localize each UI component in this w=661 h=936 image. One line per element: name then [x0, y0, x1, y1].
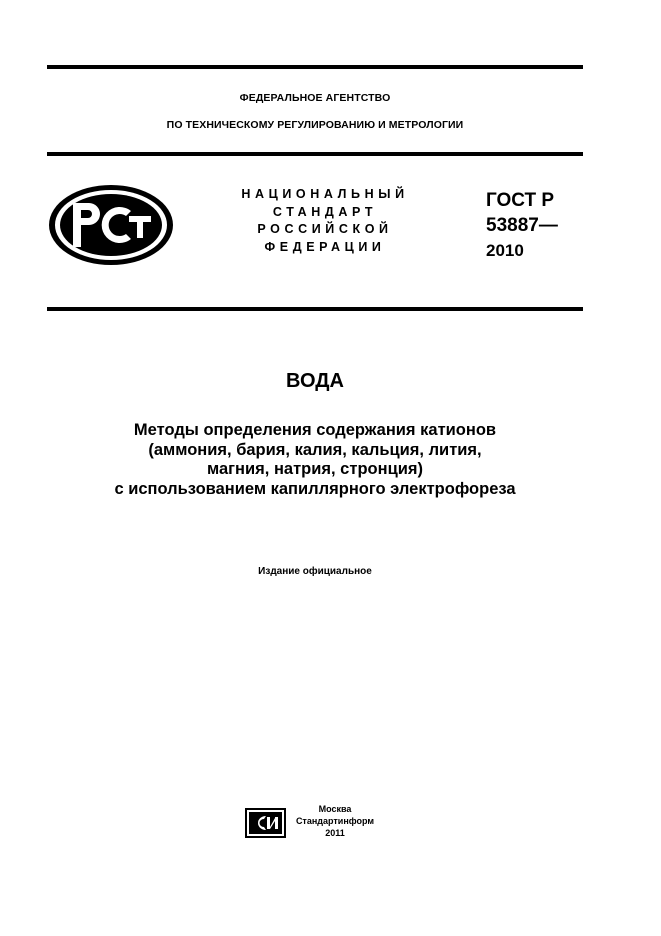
standard-type-line: ФЕДЕРАЦИИ	[264, 239, 386, 254]
agency-name-line-1: ФЕДЕРАЛЬНОЕ АГЕНТСТВО	[239, 92, 391, 104]
document-title: ВОДА	[286, 370, 344, 392]
standard-type-line: СТАНДАРТ	[272, 204, 378, 219]
gost-code-number: 53887—	[486, 215, 558, 236]
publisher-name: Стандартинформ	[295, 816, 375, 826]
standard-type-line: РОССИЙСКОЙ	[257, 222, 393, 236]
gost-code-year: 2010	[486, 241, 524, 260]
section-divider	[47, 307, 583, 311]
publication-year: 2011	[325, 828, 345, 838]
subtitle-line: (аммония, бария, калия, кальция, лития,	[148, 440, 482, 459]
publisher-info	[290, 803, 380, 839]
agency-name-line-2: ПО ТЕХНИЧЕСКОМУ РЕГУЛИРОВАНИЮ И МЕТРОЛОГИИ	[166, 119, 464, 131]
gost-code-prefix: ГОСТ Р	[486, 190, 555, 211]
edition-label: Издание официальное	[258, 566, 372, 577]
standard-type-line: НАЦИОНАЛЬНЫЙ	[241, 187, 409, 201]
top-divider	[47, 65, 583, 69]
standard-type	[225, 186, 425, 256]
header-divider	[47, 152, 583, 156]
gost-r-certification-mark-icon	[47, 183, 175, 267]
standartinform-logo-icon	[245, 808, 286, 838]
subtitle-line: с использованием капиллярного электрофореза	[114, 479, 516, 498]
publisher-city: Москва	[318, 804, 352, 814]
document-subtitle	[47, 421, 583, 499]
subtitle-line: Методы определения содержания катионов	[133, 421, 497, 439]
subtitle-line: магния, натрия, стронция)	[207, 460, 423, 478]
gost-number	[486, 188, 558, 263]
